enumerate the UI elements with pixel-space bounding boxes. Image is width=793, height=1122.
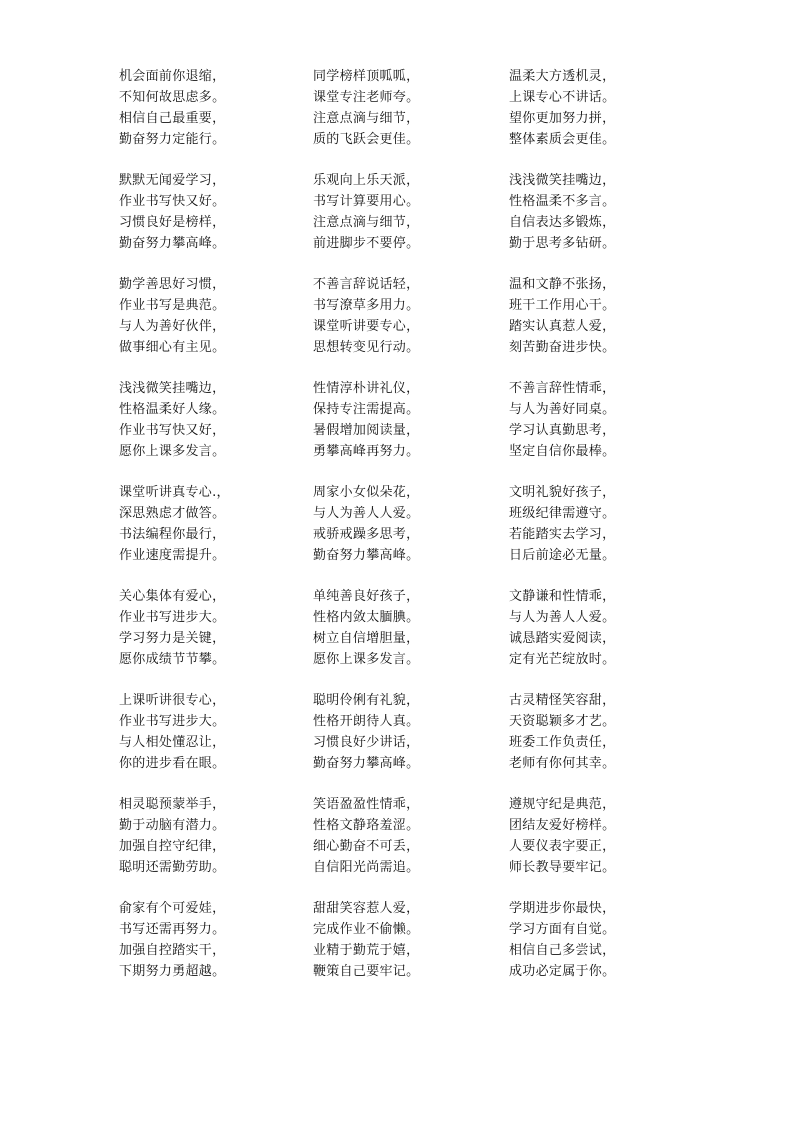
verse-line: 若能踏实去学习， bbox=[509, 527, 616, 542]
verse-line: 愿你上课多发言。 bbox=[119, 444, 226, 459]
verse-line: 勤于动脑有潜力。 bbox=[119, 818, 226, 833]
verse-block bbox=[119, 274, 309, 378]
verse-line: 作业书写快又好。 bbox=[119, 194, 226, 209]
verse-line: 班干工作用心干。 bbox=[509, 298, 616, 313]
verse-line: 愿你成绩节节攀。 bbox=[119, 652, 226, 667]
verse-line: 业精于勤荒于嬉， bbox=[313, 943, 420, 958]
verse-line: 思想转变见行动。 bbox=[313, 340, 420, 355]
verse-line: 暑假增加阅读量， bbox=[313, 423, 420, 438]
verse-line: 甜甜笑容惹人爱， bbox=[313, 901, 420, 916]
verse-line: 课堂专注老师夸。 bbox=[313, 90, 420, 105]
verse-block bbox=[119, 690, 309, 794]
verse-line: 作业书写是典范。 bbox=[119, 298, 226, 313]
verse-line: 与人为善人人爱。 bbox=[509, 610, 616, 625]
verse-line: 前进脚步不要停。 bbox=[313, 236, 420, 251]
verse-line: 学期进步你最快， bbox=[509, 901, 616, 916]
column-1 bbox=[119, 66, 309, 1002]
verse-line: 不知何故思虑多。 bbox=[119, 90, 226, 105]
verse-line: 书法编程你最行， bbox=[119, 527, 226, 542]
verse-block bbox=[313, 898, 503, 1002]
verse-line: 相信自己多尝试， bbox=[509, 943, 616, 958]
verse-line: 作业书写进步大。 bbox=[119, 610, 226, 625]
verse-line: 学习方面有自觉。 bbox=[509, 922, 616, 937]
verse-line: 文明礼貌好孩子， bbox=[509, 485, 616, 500]
verse-line: 做事细心有主见。 bbox=[119, 340, 226, 355]
verse-block bbox=[509, 378, 699, 482]
verse-line: 周家小女似朵花， bbox=[313, 485, 420, 500]
verse-line: 与人为善好伙伴， bbox=[119, 319, 226, 334]
verse-line: 单纯善良好孩子， bbox=[313, 589, 420, 604]
verse-block bbox=[509, 690, 699, 794]
verse-line: 自信阳光尚需追。 bbox=[313, 860, 420, 875]
verse-block bbox=[509, 482, 699, 586]
verse-line: 团结友爱好榜样。 bbox=[509, 818, 616, 833]
verse-line: 性格内敛太腼腆。 bbox=[313, 610, 420, 625]
verse-block bbox=[119, 378, 309, 482]
verse-block bbox=[119, 482, 309, 586]
verse-line: 性情淳朴讲礼仪， bbox=[313, 381, 420, 396]
verse-line: 乐观向上乐天派， bbox=[313, 173, 420, 188]
verse-line: 成功必定属于你。 bbox=[509, 964, 616, 979]
verse-block bbox=[509, 66, 699, 170]
verse-line: 作业速度需提升。 bbox=[119, 548, 226, 563]
verse-line: 浅浅微笑挂嘴边， bbox=[119, 381, 226, 396]
verse-line: 习惯良好少讲话， bbox=[313, 735, 420, 750]
verse-line: 关心集体有爱心， bbox=[119, 589, 226, 604]
verse-line: 与人相处懂忍让， bbox=[119, 735, 226, 750]
verse-block bbox=[509, 170, 699, 274]
verse-block bbox=[509, 274, 699, 378]
verse-line: 加强自控踏实干， bbox=[119, 943, 226, 958]
verse-line: 书写计算要用心。 bbox=[313, 194, 420, 209]
verse-line: 性格温柔好人缘。 bbox=[119, 402, 226, 417]
verse-line: 相灵聪预蒙举手， bbox=[119, 797, 226, 812]
verse-line: 遵规守纪是典范， bbox=[509, 797, 616, 812]
verse-block bbox=[119, 66, 309, 170]
verse-line: 师长教导要牢记。 bbox=[509, 860, 616, 875]
verse-line: 自信表达多锻炼， bbox=[509, 215, 616, 230]
verse-block bbox=[509, 898, 699, 1002]
verse-block bbox=[313, 482, 503, 586]
verse-line: 学习认真勤思考， bbox=[509, 423, 616, 438]
verse-line: 整体素质会更佳。 bbox=[509, 132, 616, 147]
verse-line: 刻苦勤奋进步快。 bbox=[509, 340, 616, 355]
verse-line: 与人为善好同桌。 bbox=[509, 402, 616, 417]
verse-line: 鞭策自己要牢记。 bbox=[313, 964, 420, 979]
verse-line: 笑语盈盈性情乖， bbox=[313, 797, 420, 812]
verse-line: 浅浅微笑挂嘴边， bbox=[509, 173, 616, 188]
verse-line: 勤奋努力定能行。 bbox=[119, 132, 226, 147]
verse-block bbox=[119, 794, 309, 898]
verse-line: 温和文静不张扬， bbox=[509, 277, 616, 292]
verse-block bbox=[313, 586, 503, 690]
column-3 bbox=[509, 66, 699, 1002]
verse-line: 勤奋努力攀高峰。 bbox=[313, 756, 420, 771]
verse-line: 质的飞跃会更佳。 bbox=[313, 132, 420, 147]
verse-line: 完成作业不偷懒。 bbox=[313, 922, 420, 937]
verse-line: 勤奋努力攀高峰。 bbox=[313, 548, 420, 563]
verse-line: 人要仪表字要正， bbox=[509, 839, 616, 854]
verse-line: 树立自信增胆量， bbox=[313, 631, 420, 646]
verse-line: 不善言辞说话轻， bbox=[313, 277, 420, 292]
verse-line: 文静谦和性情乖， bbox=[509, 589, 616, 604]
verse-line: 保持专注需提高。 bbox=[313, 402, 420, 417]
verse-line: 勇攀高峰再努力。 bbox=[313, 444, 420, 459]
verse-line: 愿你上课多发言。 bbox=[313, 652, 420, 667]
verse-line: 上课专心不讲话。 bbox=[509, 90, 616, 105]
verse-line: 相信自己最重要， bbox=[119, 111, 226, 126]
verse-block bbox=[509, 794, 699, 898]
verse-block bbox=[119, 170, 309, 274]
verse-line: 聪明还需勤劳助。 bbox=[119, 860, 226, 875]
verse-block bbox=[313, 170, 503, 274]
verse-line: 定有光芒绽放时。 bbox=[509, 652, 616, 667]
verse-line: 聪明伶俐有礼貌， bbox=[313, 693, 420, 708]
verse-line: 上课听讲很专心， bbox=[119, 693, 226, 708]
verse-line: 下期努力勇超越。 bbox=[119, 964, 226, 979]
verse-line: 书写还需再努力。 bbox=[119, 922, 226, 937]
verse-block bbox=[119, 898, 309, 1002]
verse-line: 书写潦草多用力。 bbox=[313, 298, 420, 313]
verse-line: 勤奋努力攀高峰。 bbox=[119, 236, 226, 251]
verse-block bbox=[313, 794, 503, 898]
verse-line: 温柔大方透机灵， bbox=[509, 69, 616, 84]
verse-line: 勤于思考多钻研。 bbox=[509, 236, 616, 251]
column-2 bbox=[313, 66, 503, 1002]
verse-line: 古灵精怪笑容甜， bbox=[509, 693, 616, 708]
verse-line: 作业书写快又好， bbox=[119, 423, 226, 438]
verse-line: 俞家有个可爱娃， bbox=[119, 901, 226, 916]
verse-block bbox=[313, 66, 503, 170]
verse-line: 细心勤奋不可丢， bbox=[313, 839, 420, 854]
verse-line: 机会面前你退缩， bbox=[119, 69, 226, 84]
verse-line: 班委工作负责任， bbox=[509, 735, 616, 750]
verse-block bbox=[313, 378, 503, 482]
verse-line: 你的进步看在眼。 bbox=[119, 756, 226, 771]
verse-line: 学习努力是关键， bbox=[119, 631, 226, 646]
verse-block bbox=[313, 690, 503, 794]
verse-line: 望你更加努力拼， bbox=[509, 111, 616, 126]
verse-line: 作业书写进步大。 bbox=[119, 714, 226, 729]
verse-block bbox=[313, 274, 503, 378]
verse-line: 天资聪颖多才艺。 bbox=[509, 714, 616, 729]
verse-line: 习惯良好是榜样， bbox=[119, 215, 226, 230]
verse-block bbox=[509, 586, 699, 690]
verse-line: 日后前途必无量。 bbox=[509, 548, 616, 563]
verse-line: 加强自控守纪律， bbox=[119, 839, 226, 854]
verse-line: 戒骄戒躁多思考， bbox=[313, 527, 420, 542]
verse-line: 与人为善人人爱。 bbox=[313, 506, 420, 521]
verse-line: 注意点滴与细节， bbox=[313, 215, 420, 230]
verse-line: 班级纪律需遵守。 bbox=[509, 506, 616, 521]
verse-line: 踏实认真惹人爱， bbox=[509, 319, 616, 334]
verse-line: 不善言辞性情乖， bbox=[509, 381, 616, 396]
verse-line: 性格开朗待人真。 bbox=[313, 714, 420, 729]
verse-line: 诚恳踏实爱阅读， bbox=[509, 631, 616, 646]
verse-line: 同学榜样顶呱呱， bbox=[313, 69, 420, 84]
verse-line: 深思熟虑才做答。 bbox=[119, 506, 226, 521]
verse-block bbox=[119, 586, 309, 690]
verse-line: 性格温柔不多言。 bbox=[509, 194, 616, 209]
verse-line: 课堂听讲真专心.， bbox=[119, 485, 230, 500]
verse-line: 坚定自信你最棒。 bbox=[509, 444, 616, 459]
verse-line: 注意点滴与细节， bbox=[313, 111, 420, 126]
verse-line: 性格文静珞羞涩。 bbox=[313, 818, 420, 833]
verse-line: 课堂听讲要专心， bbox=[313, 319, 420, 334]
verse-line: 勤学善思好习惯， bbox=[119, 277, 226, 292]
verse-line: 默默无闻爱学习， bbox=[119, 173, 226, 188]
verse-line: 老师有你何其幸。 bbox=[509, 756, 616, 771]
